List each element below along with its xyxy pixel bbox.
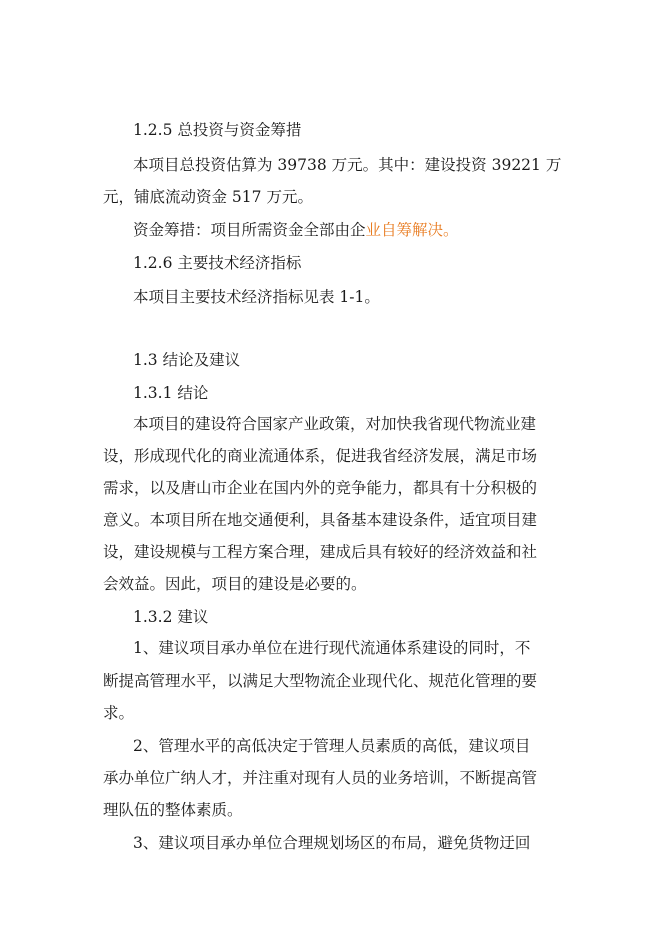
heading-1-2-6: 1.2.6 主要技术经济指标 (133, 254, 302, 272)
heading-1-3-2: 1.3.2 建议 (133, 608, 209, 626)
paragraph-funding (133, 220, 459, 240)
suggestion-2-line-2: 承办单位广纳人才，并注重对现有人员的业务培训，不断提高管 (103, 769, 538, 787)
suggestion-2-line-3: 理队伍的整体素质。 (103, 801, 243, 819)
heading-1-3: 1.3 结论及建议 (133, 351, 241, 369)
paragraph-indicators: 本项目主要技术经济指标见表 1-1。 (133, 288, 380, 306)
paragraph-funding-text: 资金筹措：项目所需资金全部由企 (133, 221, 366, 239)
paragraph-conclusion-line-1: 本项目的建设符合国家产业政策，对加快我省现代物流业建 (133, 415, 537, 433)
paragraph-investment-line-1: 本项目总投资估算为 39738 万元。其中：建设投资 39221 万 (133, 156, 562, 174)
heading-1-3-1: 1.3.1 结论 (133, 384, 209, 402)
paragraph-conclusion-line-6: 会效益。因此，项目的建设是必要的。 (103, 575, 367, 593)
paragraph-conclusion-line-2: 设，形成现代化的商业流通体系，促进我省经济发展，满足市场 (103, 447, 538, 465)
paragraph-conclusion-line-3: 需求，以及唐山市企业在国内外的竞争能力，都具有十分积极的 (103, 479, 538, 497)
heading-1-2-5: 1.2.5 总投资与资金筹措 (133, 121, 302, 139)
suggestion-1-line-2: 断提高管理水平，以满足大型物流企业现代化、规范化管理的要 (103, 672, 538, 690)
suggestion-1-line-1: 1、建议项目承办单位在进行现代流通体系建设的同时，不 (133, 639, 531, 657)
suggestion-3-line-1: 3、建议项目承办单位合理规划场区的布局，避免货物迂回 (133, 834, 531, 852)
paragraph-investment-line-2: 元，铺底流动资金 517 万元。 (103, 188, 313, 206)
suggestion-2-line-1: 2、管理水平的高低决定于管理人员素质的高低，建议项目 (133, 737, 531, 755)
paragraph-funding-highlight: 业自筹解决。 (365, 221, 459, 239)
suggestion-1-line-3: 求。 (103, 704, 135, 722)
paragraph-conclusion-line-4: 意义。本项目所在地交通便利，具备基本建设条件，适宜项目建 (103, 511, 538, 529)
paragraph-conclusion-line-5: 设，建设规模与工程方案合理，建成后具有较好的经济效益和社 (103, 543, 538, 561)
